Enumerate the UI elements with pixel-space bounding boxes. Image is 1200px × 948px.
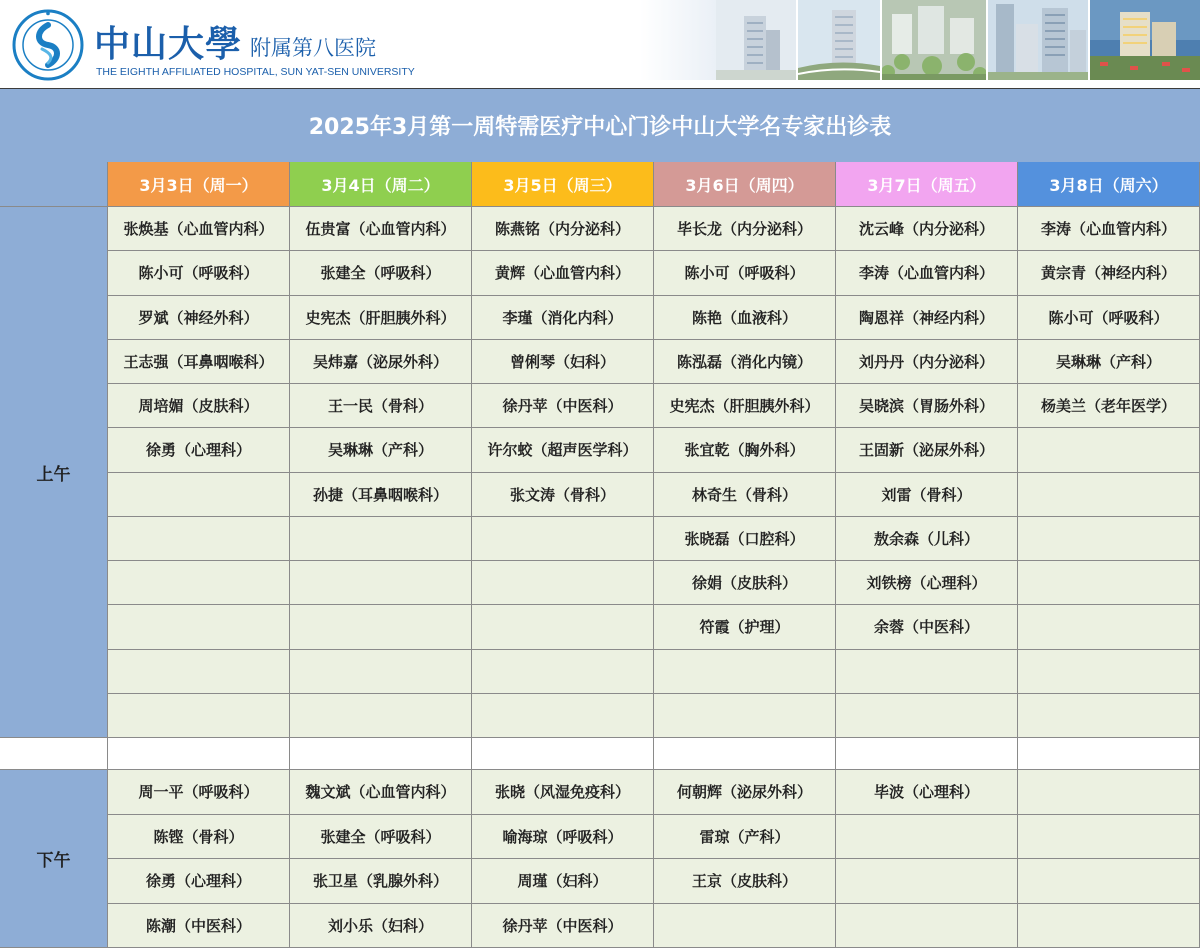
- doctor-entry: 徐丹苹（中医科）: [472, 384, 654, 428]
- building-photo-4: [988, 0, 1088, 80]
- doctor-entry: 喻海琼（呼吸科）: [472, 815, 654, 860]
- empty-slot: [108, 473, 290, 517]
- empty-slot: [1018, 770, 1200, 815]
- doctor-entry: 许尔蛟（超声医学科）: [472, 428, 654, 472]
- empty-slot: [290, 561, 472, 605]
- doctor-entry: 孙捷（耳鼻咽喉科）: [290, 473, 472, 517]
- doctor-entry: 何朝辉（泌尿外科）: [654, 770, 836, 815]
- doctor-entry: 林奇生（骨科）: [654, 473, 836, 517]
- building-photo-3: [882, 0, 986, 80]
- building-photos: [716, 0, 1200, 80]
- separator-cell: [472, 738, 654, 770]
- doctor-entry: 黄辉（心血管内科）: [472, 251, 654, 295]
- doctor-entry: 罗斌（神经外科）: [108, 296, 290, 340]
- empty-slot: [290, 694, 472, 738]
- empty-slot: [836, 904, 1018, 948]
- schedule-title: 2025年3月第一周特需医疗中心门诊中山大学名专家出诊表: [308, 115, 892, 140]
- doctor-entry: 张晓磊（口腔科）: [654, 517, 836, 561]
- day-header: 3月8日（周六）: [1018, 162, 1200, 207]
- university-name: 中山大學: [94, 23, 243, 65]
- doctor-entry: 陈小可（呼吸科）: [1018, 296, 1200, 340]
- schedule-title-bar: [0, 88, 1200, 162]
- building-photo-2: [798, 0, 880, 80]
- day-header: 3月7日（周五）: [836, 162, 1018, 207]
- doctor-entry: 王京（皮肤科）: [654, 859, 836, 904]
- day-header: 3月6日（周四）: [654, 162, 836, 207]
- header-fade: [640, 0, 720, 80]
- doctor-entry: 陈艳（血液科）: [654, 296, 836, 340]
- period-label-afternoon: 下午: [0, 770, 108, 948]
- empty-slot: [1018, 650, 1200, 694]
- empty-slot: [654, 650, 836, 694]
- doctor-entry: 张建全（呼吸科）: [290, 251, 472, 295]
- separator-cell: [290, 738, 472, 770]
- doctor-entry: 吴晓滨（胃肠外科）: [836, 384, 1018, 428]
- doctor-entry: 毕长龙（内分泌科）: [654, 207, 836, 251]
- day-header: 3月4日（周二）: [290, 162, 472, 207]
- empty-slot: [1018, 859, 1200, 904]
- doctor-entry: 陶恩祥（神经内科）: [836, 296, 1018, 340]
- doctor-entry: 陈小可（呼吸科）: [108, 251, 290, 295]
- hospital-name-en: THE EIGHTH AFFILIATED HOSPITAL, SUN YAT-SEN UNIVERSITY: [96, 66, 415, 78]
- empty-slot: [654, 694, 836, 738]
- doctor-entry: 王一民（骨科）: [290, 384, 472, 428]
- empty-slot: [1018, 428, 1200, 472]
- period-label-morning: 上午: [0, 207, 108, 738]
- doctor-entry: 敖余森（儿科）: [836, 517, 1018, 561]
- empty-slot: [108, 694, 290, 738]
- empty-slot: [290, 517, 472, 561]
- doctor-entry: 陈泓磊（消化内镜）: [654, 340, 836, 384]
- building-photo-1: [716, 0, 796, 80]
- empty-slot: [108, 605, 290, 649]
- doctor-entry: 杨美兰（老年医学）: [1018, 384, 1200, 428]
- doctor-entry: 张晓（风湿免疫科）: [472, 770, 654, 815]
- doctor-entry: 刘雷（骨科）: [836, 473, 1018, 517]
- doctor-entry: 陈燕铭（内分泌科）: [472, 207, 654, 251]
- separator-cell: [0, 738, 108, 770]
- doctor-entry: 李瑾（消化内科）: [472, 296, 654, 340]
- empty-slot: [1018, 694, 1200, 738]
- doctor-entry: 史宪杰（肝胆胰外科）: [654, 384, 836, 428]
- doctor-entry: 徐勇（心理科）: [108, 859, 290, 904]
- doctor-entry: 刘丹丹（内分泌科）: [836, 340, 1018, 384]
- separator-cell: [108, 738, 290, 770]
- doctor-entry: 周培媚（皮肤科）: [108, 384, 290, 428]
- doctor-entry: 张焕基（心血管内科）: [108, 207, 290, 251]
- doctor-entry: 张文涛（骨科）: [472, 473, 654, 517]
- empty-slot: [108, 561, 290, 605]
- hospital-seal-icon: [12, 9, 84, 81]
- building-photo-5: [1090, 0, 1200, 80]
- empty-slot: [108, 650, 290, 694]
- empty-slot: [1018, 815, 1200, 860]
- doctor-entry: 张建全（呼吸科）: [290, 815, 472, 860]
- day-header: 3月5日（周三）: [472, 162, 654, 207]
- empty-slot: [1018, 605, 1200, 649]
- empty-slot: [290, 605, 472, 649]
- empty-slot: [290, 650, 472, 694]
- empty-slot: [836, 650, 1018, 694]
- empty-slot: [1018, 473, 1200, 517]
- doctor-entry: 张宜乾（胸外科）: [654, 428, 836, 472]
- doctor-entry: 雷琼（产科）: [654, 815, 836, 860]
- empty-slot: [108, 517, 290, 561]
- empty-slot: [472, 517, 654, 561]
- empty-slot: [1018, 904, 1200, 948]
- doctor-entry: 伍贵富（心血管内科）: [290, 207, 472, 251]
- empty-slot: [836, 815, 1018, 860]
- doctor-entry: 刘铁榜（心理科）: [836, 561, 1018, 605]
- doctor-entry: 陈铿（骨科）: [108, 815, 290, 860]
- doctor-entry: 魏文斌（心血管内科）: [290, 770, 472, 815]
- hospital-subname: 附属第八医院: [250, 36, 377, 60]
- header-corner-cell: [0, 162, 108, 207]
- doctor-entry: 徐勇（心理科）: [108, 428, 290, 472]
- doctor-entry: 吴炜嘉（泌尿外科）: [290, 340, 472, 384]
- doctor-entry: 吴琳琳（产科）: [290, 428, 472, 472]
- doctor-entry: 周瑾（妇科）: [472, 859, 654, 904]
- doctor-entry: 徐娟（皮肤科）: [654, 561, 836, 605]
- doctor-entry: 黄宗青（神经内科）: [1018, 251, 1200, 295]
- doctor-entry: 余蓉（中医科）: [836, 605, 1018, 649]
- empty-slot: [1018, 517, 1200, 561]
- doctor-entry: 王志强（耳鼻咽喉科）: [108, 340, 290, 384]
- doctor-entry: 沈云峰（内分泌科）: [836, 207, 1018, 251]
- day-header: 3月3日（周一）: [108, 162, 290, 207]
- empty-slot: [472, 605, 654, 649]
- doctor-entry: 陈小可（呼吸科）: [654, 251, 836, 295]
- doctor-entry: 吴琳琳（产科）: [1018, 340, 1200, 384]
- hospital-name-cn: [94, 14, 377, 65]
- doctor-entry: 徐丹苹（中医科）: [472, 904, 654, 948]
- doctor-entry: 张卫星（乳腺外科）: [290, 859, 472, 904]
- doctor-entry: 符霞（护理）: [654, 605, 836, 649]
- separator-cell: [654, 738, 836, 770]
- doctor-entry: 王固新（泌尿外科）: [836, 428, 1018, 472]
- doctor-entry: 李涛（心血管内科）: [1018, 207, 1200, 251]
- hospital-header: [0, 0, 1200, 88]
- separator-cell: [836, 738, 1018, 770]
- doctor-entry: 刘小乐（妇科）: [290, 904, 472, 948]
- doctor-entry: 李涛（心血管内科）: [836, 251, 1018, 295]
- empty-slot: [472, 561, 654, 605]
- empty-slot: [1018, 561, 1200, 605]
- doctor-entry: 史宪杰（肝胆胰外科）: [290, 296, 472, 340]
- empty-slot: [836, 694, 1018, 738]
- doctor-entry: 陈潮（中医科）: [108, 904, 290, 948]
- empty-slot: [472, 650, 654, 694]
- empty-slot: [472, 694, 654, 738]
- doctor-entry: 曾俐琴（妇科）: [472, 340, 654, 384]
- empty-slot: [836, 859, 1018, 904]
- separator-cell: [1018, 738, 1200, 770]
- doctor-entry: 毕波（心理科）: [836, 770, 1018, 815]
- doctor-entry: 周一平（呼吸科）: [108, 770, 290, 815]
- empty-slot: [654, 904, 836, 948]
